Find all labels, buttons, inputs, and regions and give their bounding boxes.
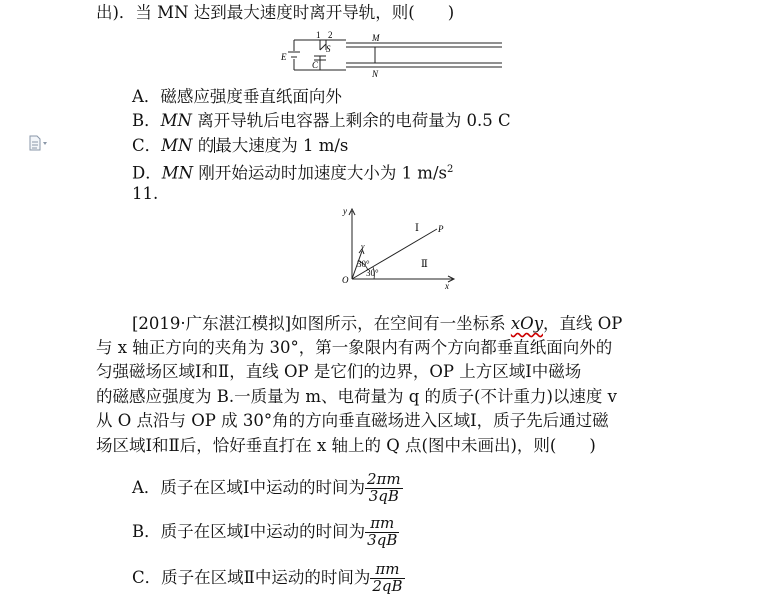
q11-option-c[interactable]	[132, 558, 405, 598]
region-2-label: Ⅱ	[421, 259, 428, 270]
option-letter: B．	[132, 522, 161, 541]
region-1-label: Ⅰ	[415, 223, 419, 234]
option-text: 最大速度为 1 m/s	[215, 136, 349, 155]
axis-x-label: x	[445, 281, 449, 290]
circuit-label-1: 1	[316, 30, 321, 40]
option-letter: D．	[132, 163, 162, 183]
fraction-denominator: 3qB	[368, 487, 399, 505]
fraction-denominator: 3qB	[367, 531, 398, 549]
q10-option-a[interactable]	[132, 87, 342, 107]
point-p-label: P	[438, 224, 444, 234]
q11-paragraph-line-4: 的磁感应强度为 B.一质量为 m、电荷量为 q 的质子(不计重力)以速度 v	[96, 387, 617, 406]
option-text: 质子在区域Ⅱ中运动的时间为	[161, 568, 371, 587]
document-icon[interactable]	[28, 135, 50, 151]
circuit-diagram	[280, 30, 510, 80]
q10-option-c[interactable]	[132, 136, 348, 156]
q10-option-d[interactable]	[132, 160, 453, 184]
q11-option-b[interactable]	[132, 512, 399, 552]
fraction-denominator: 2qB	[372, 577, 403, 595]
option-text: 质子在区域Ⅰ中运动的时间为	[160, 478, 365, 497]
option-symbol: MN	[160, 111, 192, 130]
circuit-label-m: M	[372, 33, 380, 43]
q10-option-b[interactable]	[132, 111, 511, 131]
option-letter: C．	[132, 136, 162, 155]
q11-paragraph-line-6: 场区域Ⅰ和Ⅱ后，恰好垂直打在 x 轴上的 Q 点(图中未画出)，则( )	[96, 436, 596, 455]
angle-2-label: 30°	[366, 268, 379, 278]
option-letter: A．	[132, 478, 161, 497]
option-text: 的	[192, 136, 215, 155]
option-superscript: 2	[446, 164, 454, 175]
option-letter: B．	[132, 111, 161, 130]
q11-option-a[interactable]	[132, 468, 403, 508]
option-symbol: MN	[161, 136, 193, 155]
origin-label: O	[342, 275, 349, 285]
q11-number: 11.	[132, 184, 159, 203]
coordinate-diagram	[335, 205, 465, 290]
option-text: 质子在区域Ⅰ中运动的时间为	[160, 522, 366, 541]
angle-1-label: 30°	[357, 259, 370, 269]
fraction-numerator: 2πm	[366, 470, 401, 489]
option-symbol: MN	[161, 163, 194, 183]
axis-y-label: y	[343, 206, 347, 216]
fraction	[370, 562, 404, 595]
option-letter: C．	[132, 568, 162, 587]
coordinate-system-text: xOy	[510, 314, 544, 333]
q11-paragraph-line-3: 匀强磁场区域Ⅰ和Ⅱ，直线 OP 是它们的边界，OP 上方区域Ⅰ中磁场	[96, 362, 582, 381]
q11-paragraph-line-5: 从 O 点沿与 OP 成 30°角的方向垂直磁场进入区域Ⅰ，质子先后通过磁	[96, 411, 609, 430]
circuit-label-c: C	[312, 60, 319, 70]
fraction-numerator: πm	[365, 516, 399, 533]
option-text: 离开导轨后电容器上剩余的电荷量为 0.5 C	[191, 111, 511, 130]
circuit-label-2: 2	[328, 30, 333, 40]
option-letter: A．	[132, 87, 161, 106]
q10-stem-tail: 出)．当 MN 达到最大速度时离开导轨，则( )	[96, 3, 455, 22]
fraction-numerator: πm	[370, 562, 404, 579]
velocity-label: v	[361, 242, 365, 251]
option-text: 刚开始运动时加速度大小为 1 m/s	[193, 163, 447, 183]
fraction	[365, 516, 399, 549]
circuit-label-e: E	[281, 52, 287, 62]
paragraph-text: ，直线 OP	[543, 314, 623, 333]
paragraph-text: [2019·广东湛江模拟]如图所示，在空间有一坐标系	[132, 314, 511, 333]
q11-paragraph-line-2: 与 x 轴正方向的夹角为 30°，第一象限内有两个方向都垂直纸面向外的	[96, 338, 613, 357]
fraction	[365, 472, 403, 505]
option-text: 磁感应强度垂直纸面向外	[160, 87, 342, 106]
q11-paragraph-line-1	[132, 314, 622, 334]
circuit-label-n: N	[372, 69, 379, 79]
circuit-label-s: S	[326, 44, 331, 54]
